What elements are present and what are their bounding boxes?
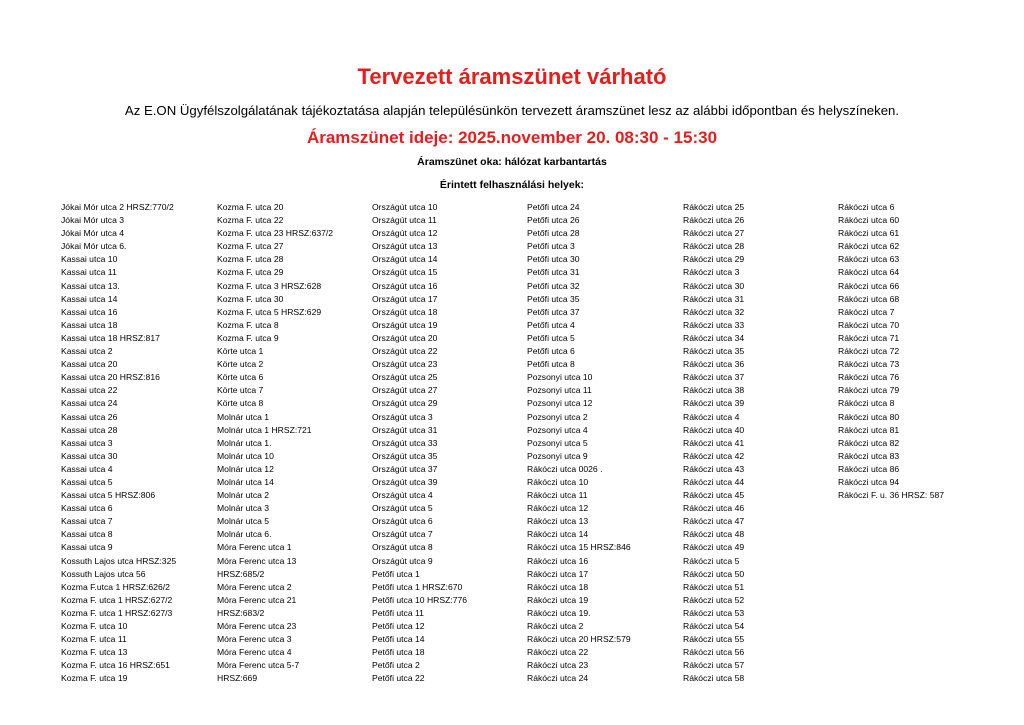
address-item: Országút utca 7 xyxy=(372,529,433,540)
address-item: Országút utca 8 xyxy=(372,542,433,553)
address-item: Kozma F. utca 13 xyxy=(61,647,128,658)
address-item: Petőfi utca 11 xyxy=(372,607,424,618)
address-item: Pozsonyi utca 11 xyxy=(527,385,592,396)
address-item: Körte utca 6 xyxy=(217,372,264,383)
address-item: Rákóczi utca 80 xyxy=(838,411,900,422)
address-item: Petőfi utca 2 xyxy=(372,660,420,671)
address-item: Rákóczi utca 62 xyxy=(838,241,900,252)
address-item: Rákóczi utca 50 xyxy=(683,568,745,579)
address-item: Kassai utca 18 HRSZ:817 xyxy=(61,332,160,343)
address-item: Rákóczi utca 25 xyxy=(683,202,745,212)
address-item: Móra Ferenc utca 4 xyxy=(217,647,292,658)
address-item: Rákóczi utca 46 xyxy=(683,503,745,514)
address-item: Kozma F. utca 29 xyxy=(217,267,284,278)
address-item: Rákóczi utca 56 xyxy=(683,647,745,658)
address-item: Rákóczi utca 70 xyxy=(838,319,900,330)
address-item: Molnár utca 1. xyxy=(217,437,272,448)
address-item: Rákóczi utca 37 xyxy=(683,372,745,383)
address-item: Rákóczi utca 83 xyxy=(838,450,900,461)
address-item: Rákóczi utca 40 xyxy=(683,424,745,435)
address-item: Rákóczi utca 30 xyxy=(683,280,745,291)
address-item: Rákóczi utca 55 xyxy=(683,634,745,645)
address-item: Móra Ferenc utca 1 xyxy=(217,542,292,553)
address-item: Petőfi utca 4 xyxy=(527,319,575,330)
address-item: Kozma F. utca 23 HRSZ:637/2 xyxy=(217,228,334,239)
address-item: Kassai utca 13. xyxy=(61,280,120,291)
address-item: Országút utca 3 xyxy=(372,411,433,422)
address-item: Országút utca 22 xyxy=(372,346,438,357)
address-item: Kossuth Lajos utca 56 xyxy=(61,568,146,579)
address-item: Rákóczi utca 4 xyxy=(683,411,740,422)
address-item: Kassai utca 8 xyxy=(61,529,113,540)
address-item: Rákóczi utca 19. xyxy=(527,607,591,618)
address-item: Rákóczi utca 3 xyxy=(683,267,740,278)
address-item: Országút utca 35 xyxy=(372,450,438,461)
address-item: Országút utca 20 xyxy=(372,332,438,343)
address-item: Kozma F. utca 22 xyxy=(217,215,284,226)
address-item: Kozma F. utca 16 HRSZ:651 xyxy=(61,660,170,671)
address-item: Pozsonyi utca 9 xyxy=(527,450,588,461)
address-item: Országút utca 23 xyxy=(372,359,438,370)
address-item: Rákóczi utca 26 xyxy=(683,215,745,226)
address-column-5 xyxy=(683,201,744,685)
address-item: Petőfi utca 6 xyxy=(527,346,575,357)
address-item: Molnár utca 5 xyxy=(217,516,270,527)
address-item: Rákóczi utca 36 xyxy=(683,359,745,370)
address-item: Molnár utca 12 xyxy=(217,463,274,474)
address-item: Kozma F. utca 3 HRSZ:628 xyxy=(217,280,322,291)
address-item: Pozsonyi utca 5 xyxy=(527,437,588,448)
address-item: Rákóczi utca 58 xyxy=(683,673,745,684)
address-item: Kassai utca 16 xyxy=(61,306,118,317)
address-item: Rákóczi utca 49 xyxy=(683,542,745,553)
address-item: Országút utca 5 xyxy=(372,503,433,514)
address-item: Jókai Mór utca 2 HRSZ:770/2 xyxy=(61,202,174,212)
address-item: Móra Ferenc utca 21 xyxy=(217,594,297,605)
address-column-1 xyxy=(61,201,176,685)
address-item: Rákóczi utca 29 xyxy=(683,254,745,265)
address-item: Rákóczi utca 35 xyxy=(683,346,745,357)
address-item: Rákóczi F. u. 36 HRSZ: 587 xyxy=(838,490,945,501)
address-item: Rákóczi utca 47 xyxy=(683,516,745,527)
address-item: Országút utca 25 xyxy=(372,372,438,383)
address-item: Pozsonyi utca 2 xyxy=(527,411,588,422)
address-item: Országút utca 17 xyxy=(372,293,438,304)
address-item: Petőfi utca 3 xyxy=(527,241,575,252)
address-item: Rákóczi utca 60 xyxy=(838,215,900,226)
address-item: Rákóczi utca 12 xyxy=(527,503,589,514)
address-item: Rákóczi utca 7 xyxy=(838,306,895,317)
address-item: Rákóczi utca 17 xyxy=(527,568,589,579)
address-item: Rákóczi utca 57 xyxy=(683,660,745,671)
address-item: HRSZ:669 xyxy=(217,673,258,684)
address-item: Kossuth Lajos utca HRSZ:325 xyxy=(61,555,177,566)
address-column-2 xyxy=(217,201,333,685)
address-item: Országút utca 33 xyxy=(372,437,438,448)
address-item: Petőfi utca 18 xyxy=(372,647,425,658)
address-item: Rákóczi utca 48 xyxy=(683,529,745,540)
address-item: Körte utca 7 xyxy=(217,385,264,396)
address-item: HRSZ:683/2 xyxy=(217,607,265,618)
address-item: Körte utca 1 xyxy=(217,346,264,357)
address-item: Rákóczi utca 20 HRSZ:579 xyxy=(527,634,631,645)
address-item: Petőfi utca 30 xyxy=(527,254,580,265)
address-item: Rákóczi utca 64 xyxy=(838,267,900,278)
address-item: Petőfi utca 26 xyxy=(527,215,580,226)
address-item: Petőfi utca 5 xyxy=(527,332,575,343)
address-item: Országút utca 11 xyxy=(372,215,437,226)
intro-text: Az E.ON Ügyfélszolgálatának tájékoztatása alapján településünkön tervezett áramszünet lesz az alábbi időpontban és helyszíneken. xyxy=(124,103,900,118)
address-item: Kassai utca 10 xyxy=(61,254,118,265)
address-item: Móra Ferenc utca 23 xyxy=(217,621,297,631)
address-item: Rákóczi utca 0026 . xyxy=(527,463,603,474)
address-item: Kozma F. utca 5 HRSZ:629 xyxy=(217,306,322,317)
address-item: Kozma F. utca 28 xyxy=(217,254,284,265)
address-item: Kassai utca 28 xyxy=(61,424,118,435)
address-item: Körte utca 2 xyxy=(217,359,264,370)
address-item: Kassai utca 11 xyxy=(61,267,117,278)
address-item: Petőfi utca 1 HRSZ:670 xyxy=(372,581,463,592)
address-column-6 xyxy=(838,201,944,502)
address-item: Kassai utca 2 xyxy=(61,346,113,357)
address-item: Kassai utca 6 xyxy=(61,503,113,514)
address-item: Rákóczi utca 2 xyxy=(527,621,584,631)
address-item: Rákóczi utca 82 xyxy=(838,437,900,448)
address-item: Kassai utca 18 xyxy=(61,319,118,330)
address-item: Móra Ferenc utca 13 xyxy=(217,555,297,566)
outage-reason: Áramszünet oka: hálózat karbantartás xyxy=(417,156,607,168)
address-item: Pozsonyi utca 12 xyxy=(527,398,593,409)
address-item: Rákóczi utca 94 xyxy=(838,476,900,487)
address-item: Rákóczi utca 54 xyxy=(683,621,745,631)
address-item: Kassai utca 3 xyxy=(61,437,113,448)
address-item: Rákóczi utca 34 xyxy=(683,332,745,343)
address-item: Rákóczi utca 23 xyxy=(527,660,589,671)
address-item: Molnár utca 3 xyxy=(217,503,270,514)
address-item: Rákóczi utca 86 xyxy=(838,463,900,474)
address-item: Kozma F. utca 9 xyxy=(217,332,279,343)
address-item: Rákóczi utca 16 xyxy=(527,555,589,566)
address-item: Pozsonyi utca 4 xyxy=(527,424,588,435)
address-item: Petőfi utca 12 xyxy=(372,621,425,631)
address-item: Rákóczi utca 51 xyxy=(683,581,745,592)
address-item: Pozsonyi utca 10 xyxy=(527,372,593,383)
address-item: Országút utca 15 xyxy=(372,267,438,278)
address-item: Petőfi utca 10 HRSZ:776 xyxy=(372,594,468,605)
address-item: Rákóczi utca 39 xyxy=(683,398,745,409)
address-item: Petőfi utca 24 xyxy=(527,202,580,212)
address-item: Országút utca 6 xyxy=(372,516,433,527)
address-item: Rákóczi utca 73 xyxy=(838,359,900,370)
address-item: Kassai utca 20 xyxy=(61,359,118,370)
address-item: Petőfi utca 1 xyxy=(372,568,420,579)
address-item: Rákóczi utca 52 xyxy=(683,594,745,605)
address-item: Kassai utca 30 xyxy=(61,450,118,461)
address-item: Országút utca 37 xyxy=(372,463,438,474)
address-item: Rákóczi utca 44 xyxy=(683,476,745,487)
address-item: Kassai utca 20 HRSZ:816 xyxy=(61,372,160,383)
address-item: Rákóczi utca 61 xyxy=(838,228,900,239)
address-item: Rákóczi utca 27 xyxy=(683,228,745,239)
address-item: Molnár utca 6. xyxy=(217,529,272,540)
address-item: Rákóczi utca 43 xyxy=(683,463,745,474)
address-item: Rákóczi utca 79 xyxy=(838,385,900,396)
address-item: Rákóczi utca 72 xyxy=(838,346,900,357)
address-item: Rákóczi utca 8 xyxy=(838,398,895,409)
address-item: Rákóczi utca 53 xyxy=(683,607,745,618)
address-column-4 xyxy=(527,201,631,685)
address-item: Molnár utca 2 xyxy=(217,490,270,501)
address-item: Rákóczi utca 28 xyxy=(683,241,745,252)
address-item: Jókai Mór utca 3 xyxy=(61,215,125,226)
address-item: Petőfi utca 28 xyxy=(527,228,580,239)
address-item: Országút utca 16 xyxy=(372,280,438,291)
address-item: Rákóczi utca 66 xyxy=(838,280,900,291)
address-item: Petőfi utca 32 xyxy=(527,280,580,291)
address-item: Kozma F. utca 1 HRSZ:627/2 xyxy=(61,594,173,605)
address-item: Országút utca 12 xyxy=(372,228,438,239)
address-item: Rákóczi utca 45 xyxy=(683,490,745,501)
address-column-3 xyxy=(372,201,467,685)
address-item: Rákóczi utca 32 xyxy=(683,306,745,317)
affected-locations-heading: Érintett felhasználási helyek: xyxy=(439,179,585,191)
address-item: Kozma F. utca 8 xyxy=(217,319,279,330)
address-item: Rákóczi utca 33 xyxy=(683,319,745,330)
address-item: Kozma F. utca 1 HRSZ:627/3 xyxy=(61,607,173,618)
address-item: Kozma F. utca 11 xyxy=(61,634,127,645)
address-item: Kozma F.utca 1 HRSZ:626/2 xyxy=(61,581,170,592)
address-item: Országút utca 18 xyxy=(372,306,438,317)
address-item: Rákóczi utca 13 xyxy=(527,516,589,527)
address-item: Petőfi utca 35 xyxy=(527,293,580,304)
address-item: Jókai Mór utca 6. xyxy=(61,241,127,252)
address-item: Országút utca 4 xyxy=(372,490,433,501)
address-item: Országút utca 10 xyxy=(372,202,438,212)
address-item: Kozma F. utca 10 xyxy=(61,621,128,631)
address-item: Petőfi utca 8 xyxy=(527,359,575,370)
address-item: Kassai utca 4 xyxy=(61,463,113,474)
address-item: Petőfi utca 22 xyxy=(372,673,425,684)
address-columns xyxy=(0,201,1024,691)
address-item: Országút utca 9 xyxy=(372,555,433,566)
address-item: Molnár utca 1 HRSZ:721 xyxy=(217,424,312,435)
address-item: Országút utca 19 xyxy=(372,319,438,330)
address-item: Rákóczi utca 6 xyxy=(838,202,895,212)
address-item: Kassai utca 24 xyxy=(61,398,118,409)
address-item: Körte utca 8 xyxy=(217,398,264,409)
address-item: Móra Ferenc utca 5-7 xyxy=(217,660,300,671)
address-item: Kozma F. utca 19 xyxy=(61,673,128,684)
address-item: Kozma F. utca 30 xyxy=(217,293,284,304)
address-item: Rákóczi utca 15 HRSZ:846 xyxy=(527,542,631,553)
address-item: Rákóczi utca 14 xyxy=(527,529,589,540)
address-item: Rákóczi utca 38 xyxy=(683,385,745,396)
address-item: HRSZ:685/2 xyxy=(217,568,265,579)
address-item: Rákóczi utca 42 xyxy=(683,450,745,461)
address-item: Országút utca 29 xyxy=(372,398,438,409)
address-item: Kozma F. utca 20 xyxy=(217,202,284,212)
address-item: Kassai utca 26 xyxy=(61,411,118,422)
address-item: Kassai utca 7 xyxy=(61,516,113,527)
address-item: Kassai utca 5 HRSZ:806 xyxy=(61,490,156,501)
address-item: Rákóczi utca 31 xyxy=(683,293,745,304)
address-item: Rákóczi utca 11 xyxy=(527,490,588,501)
address-item: Kassai utca 5 xyxy=(61,476,113,487)
address-item: Petőfi utca 31 xyxy=(527,267,580,278)
address-item: Rákóczi utca 5 xyxy=(683,555,740,566)
address-item: Rákóczi utca 18 xyxy=(527,581,589,592)
address-item: Kassai utca 9 xyxy=(61,542,113,553)
address-item: Molnár utca 14 xyxy=(217,476,274,487)
address-item: Rákóczi utca 68 xyxy=(838,293,900,304)
address-item: Rákóczi utca 22 xyxy=(527,647,589,658)
address-item: Rákóczi utca 41 xyxy=(683,437,745,448)
address-item: Rákóczi utca 76 xyxy=(838,372,900,383)
address-item: Móra Ferenc utca 2 xyxy=(217,581,292,592)
address-item: Országút utca 14 xyxy=(372,254,438,265)
address-item: Kassai utca 14 xyxy=(61,293,118,304)
address-item: Rákóczi utca 81 xyxy=(838,424,900,435)
address-item: Rákóczi utca 10 xyxy=(527,476,589,487)
address-item: Petőfi utca 14 xyxy=(372,634,425,645)
address-item: Kozma F. utca 27 xyxy=(217,241,284,252)
page-title: Tervezett áramszünet várható xyxy=(357,64,667,89)
address-item: Országút utca 13 xyxy=(372,241,438,252)
address-item: Kassai utca 22 xyxy=(61,385,118,396)
address-item: Jókai Mór utca 4 xyxy=(61,228,125,239)
outage-time: Áramszünet ideje: 2025.november 20. 08:30 - 15:30 xyxy=(306,128,718,147)
address-item: Móra Ferenc utca 3 xyxy=(217,634,292,645)
address-item: Molnár utca 1 xyxy=(217,411,270,422)
address-item: Országút utca 27 xyxy=(372,385,438,396)
address-item: Petőfi utca 37 xyxy=(527,306,580,317)
address-item: Országút utca 39 xyxy=(372,476,438,487)
address-item: Rákóczi utca 24 xyxy=(527,673,589,684)
address-item: Rákóczi utca 63 xyxy=(838,254,900,265)
address-item: Molnár utca 10 xyxy=(217,450,274,461)
address-item: Rákóczi utca 71 xyxy=(838,332,900,343)
address-item: Országút utca 31 xyxy=(372,424,438,435)
address-item: Rákóczi utca 19 xyxy=(527,594,589,605)
